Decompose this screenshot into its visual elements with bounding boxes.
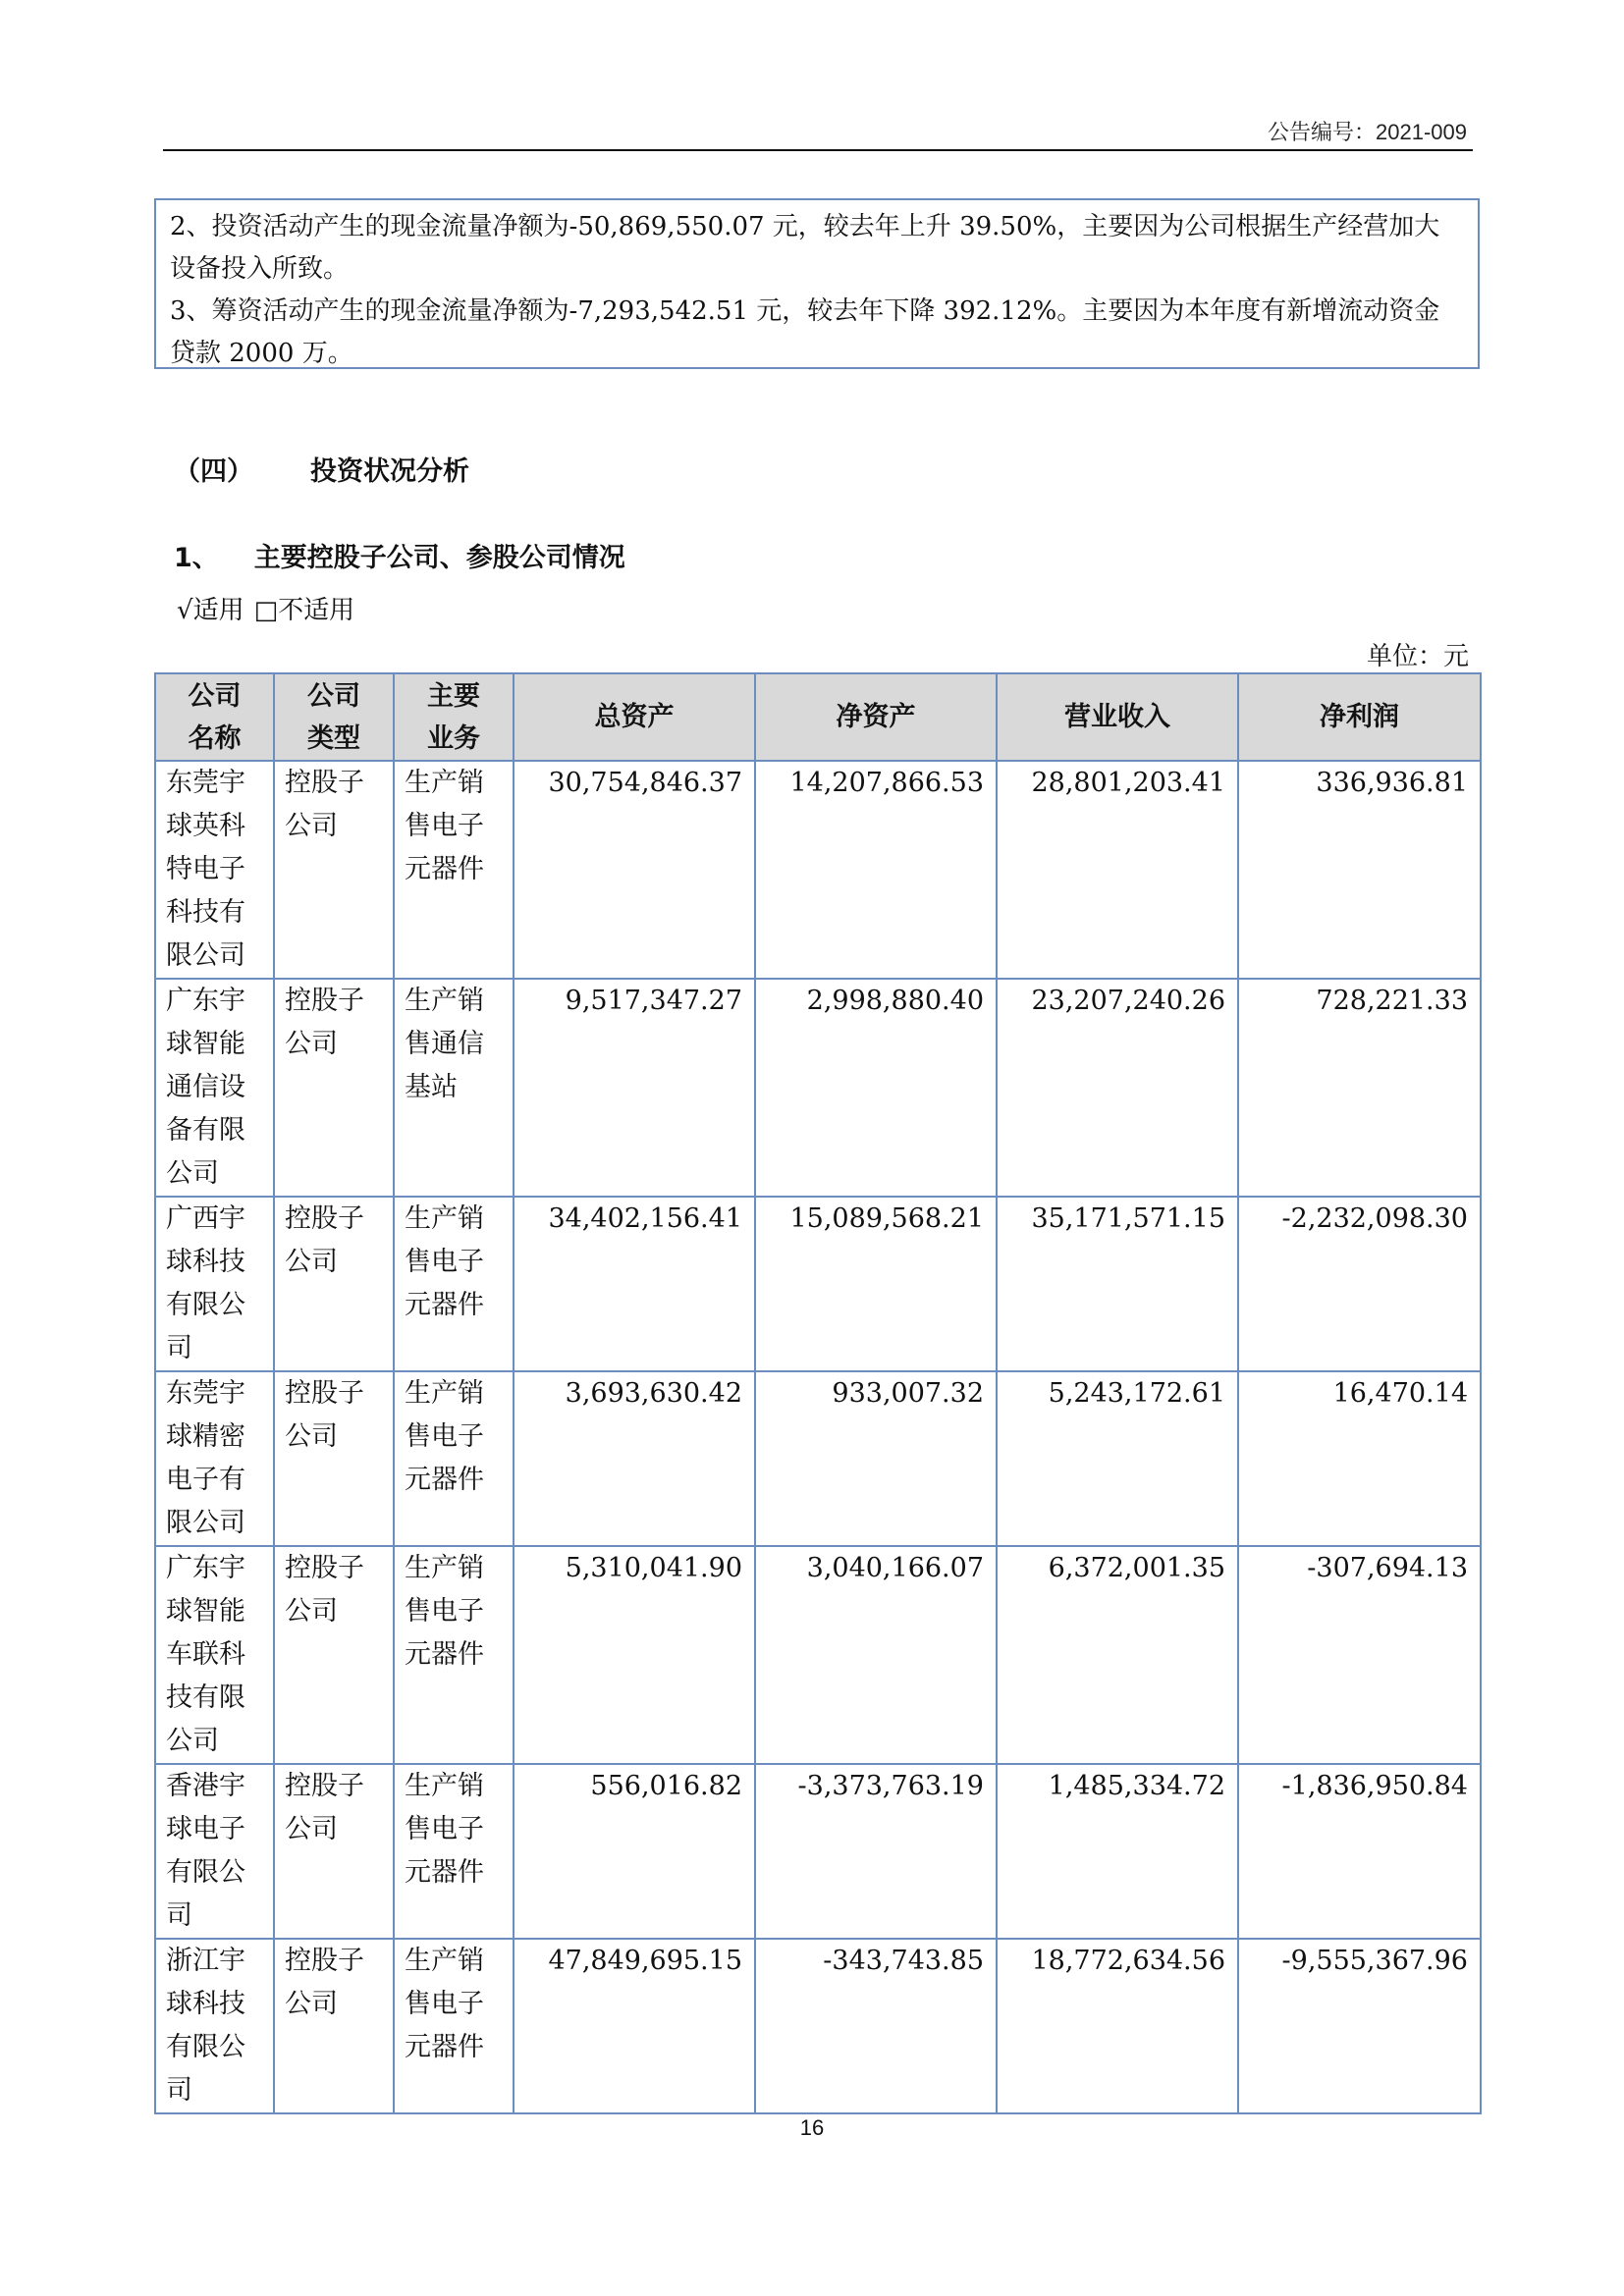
net-assets-cell: 14,207,866.53 bbox=[755, 761, 997, 979]
total-assets-cell: 3,693,630.42 bbox=[514, 1371, 755, 1546]
table-row bbox=[155, 979, 1481, 1197]
net-profit-cell: 728,221.33 bbox=[1238, 979, 1481, 1197]
announcement-number: 公告编号：2021-009 bbox=[1268, 120, 1467, 144]
total-assets-cell: 34,402,156.41 bbox=[514, 1197, 755, 1371]
header-company-name: 公司名称 bbox=[155, 673, 274, 761]
header-total-assets: 总资产 bbox=[514, 673, 755, 761]
company-type-cell: 控股子公司 bbox=[274, 761, 394, 979]
net-profit-cell: 16,470.14 bbox=[1238, 1371, 1481, 1546]
company-type-cell: 控股子公司 bbox=[274, 1546, 394, 1764]
header-rule bbox=[163, 149, 1473, 151]
main-business-cell: 生产销售电子元器件 bbox=[394, 1939, 514, 2113]
header-company-type: 公司类型 bbox=[274, 673, 394, 761]
company-name-cell: 香港宇球电子有限公司 bbox=[155, 1764, 274, 1939]
company-name-cell: 广东宇球智能车联科技有限公司 bbox=[155, 1546, 274, 1764]
unit-label: 单位：元 bbox=[1366, 642, 1469, 671]
cash-flow-financing: 3、筹资活动产生的现金流量净额为-7,293,542.51 元，较去年下降 392.12%。主要因为本年度有新增流动资金贷款 2000 万。 bbox=[170, 296, 1440, 368]
applicable-checkbox: √适用 bbox=[177, 596, 244, 625]
net-assets-cell: 3,040,166.07 bbox=[755, 1546, 997, 1764]
total-assets-cell: 30,754,846.37 bbox=[514, 761, 755, 979]
total-assets-cell: 9,517,347.27 bbox=[514, 979, 755, 1197]
company-type-cell: 控股子公司 bbox=[274, 1764, 394, 1939]
revenue-cell: 5,243,172.61 bbox=[997, 1371, 1238, 1546]
total-assets-cell: 556,016.82 bbox=[514, 1764, 755, 1939]
net-profit-cell: -2,232,098.30 bbox=[1238, 1197, 1481, 1371]
table-row bbox=[155, 1764, 1481, 1939]
company-name-cell: 东莞宇球英科特电子科技有限公司 bbox=[155, 761, 274, 979]
net-profit-cell: -307,694.13 bbox=[1238, 1546, 1481, 1764]
table-row bbox=[155, 1371, 1481, 1546]
header-net-profit: 净利润 bbox=[1238, 673, 1481, 761]
not-applicable-checkbox: □不适用 bbox=[253, 596, 355, 625]
header-main-business: 主要业务 bbox=[394, 673, 514, 761]
net-profit-cell: 336,936.81 bbox=[1238, 761, 1481, 979]
table-row bbox=[155, 1546, 1481, 1764]
net-profit-cell: -9,555,367.96 bbox=[1238, 1939, 1481, 2113]
header-revenue: 营业收入 bbox=[997, 673, 1238, 761]
company-name-cell: 广东宇球智能通信设备有限公司 bbox=[155, 979, 274, 1197]
main-business-cell: 生产销售电子元器件 bbox=[394, 1764, 514, 1939]
net-assets-cell: -3,373,763.19 bbox=[755, 1764, 997, 1939]
section-title: 投资状况分析 bbox=[310, 456, 469, 487]
company-name-cell: 广西宇球科技有限公司 bbox=[155, 1197, 274, 1371]
table-row bbox=[155, 1939, 1481, 2113]
company-name-cell: 东莞宇球精密电子有限公司 bbox=[155, 1371, 274, 1546]
revenue-cell: 1,485,334.72 bbox=[997, 1764, 1238, 1939]
table-header-row bbox=[155, 673, 1481, 761]
page-number: 16 bbox=[799, 2115, 825, 2140]
net-assets-cell: -343,743.85 bbox=[755, 1939, 997, 2113]
applicability-line bbox=[177, 590, 364, 626]
revenue-cell: 35,171,571.15 bbox=[997, 1197, 1238, 1371]
revenue-cell: 28,801,203.41 bbox=[997, 761, 1238, 979]
subsidiary-table bbox=[154, 672, 1482, 2114]
section-heading bbox=[174, 450, 469, 488]
header-net-assets: 净资产 bbox=[755, 673, 997, 761]
revenue-cell: 6,372,001.35 bbox=[997, 1546, 1238, 1764]
subsection-title: 主要控股子公司、参股公司情况 bbox=[253, 543, 625, 573]
cash-flow-box bbox=[154, 198, 1480, 369]
cash-flow-investing: 2、投资活动产生的现金流量净额为-50,869,550.07 元，较去年上升 39.50%，主要因为公司根据生产经营加大设备投入所致。 bbox=[170, 212, 1440, 284]
total-assets-cell: 47,849,695.15 bbox=[514, 1939, 755, 2113]
main-business-cell: 生产销售电子元器件 bbox=[394, 1546, 514, 1764]
main-business-cell: 生产销售电子元器件 bbox=[394, 1197, 514, 1371]
net-profit-cell: -1,836,950.84 bbox=[1238, 1764, 1481, 1939]
total-assets-cell: 5,310,041.90 bbox=[514, 1546, 755, 1764]
net-assets-cell: 15,089,568.21 bbox=[755, 1197, 997, 1371]
main-business-cell: 生产销售电子元器件 bbox=[394, 1371, 514, 1546]
table-row bbox=[155, 761, 1481, 979]
company-name-cell: 浙江宇球科技有限公司 bbox=[155, 1939, 274, 2113]
section-number: （四） bbox=[174, 456, 253, 487]
main-business-cell: 生产销售通信基站 bbox=[394, 979, 514, 1197]
company-type-cell: 控股子公司 bbox=[274, 1197, 394, 1371]
main-business-cell: 生产销售电子元器件 bbox=[394, 761, 514, 979]
company-type-cell: 控股子公司 bbox=[274, 1371, 394, 1546]
company-type-cell: 控股子公司 bbox=[274, 1939, 394, 2113]
table-row bbox=[155, 1197, 1481, 1371]
net-assets-cell: 2,998,880.40 bbox=[755, 979, 997, 1197]
subsection-number: 1、 bbox=[174, 543, 219, 573]
net-assets-cell: 933,007.32 bbox=[755, 1371, 997, 1546]
subsection-heading bbox=[174, 536, 625, 574]
revenue-cell: 23,207,240.26 bbox=[997, 979, 1238, 1197]
revenue-cell: 18,772,634.56 bbox=[997, 1939, 1238, 2113]
company-type-cell: 控股子公司 bbox=[274, 979, 394, 1197]
